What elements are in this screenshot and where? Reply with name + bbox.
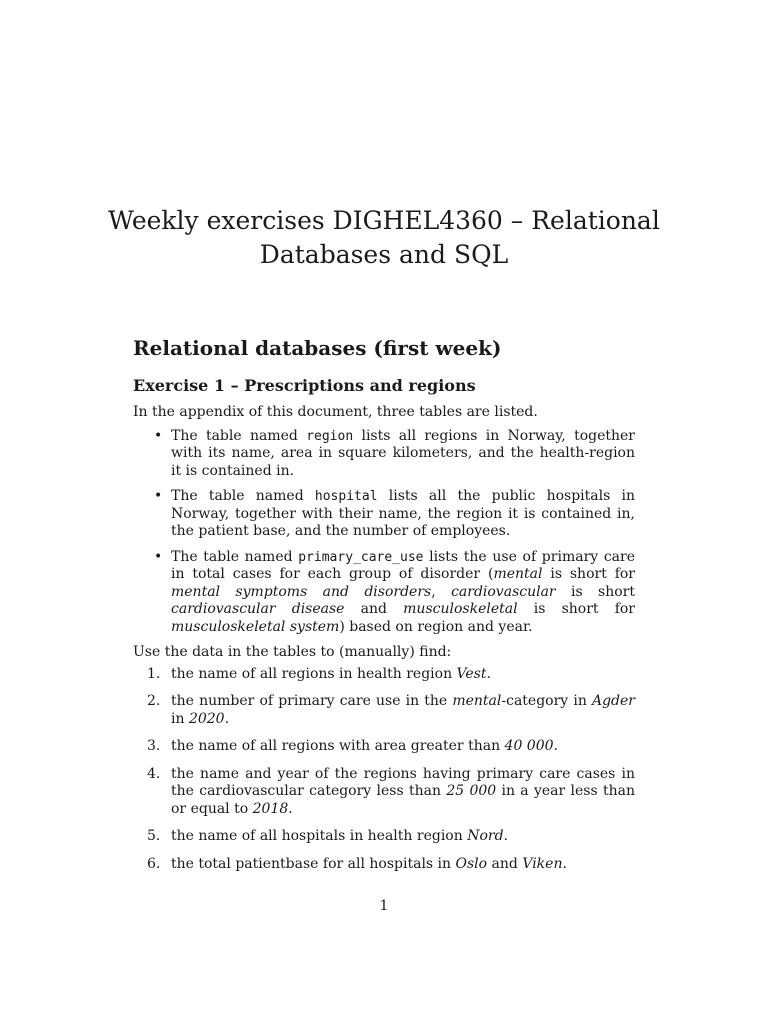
title-line-2: Databases and SQL	[259, 240, 509, 269]
bullet-icon: •	[154, 427, 163, 444]
table-name-primary-care-use: primary_care_use	[298, 549, 424, 565]
document-title	[100, 204, 668, 272]
task-number: 6.	[147, 855, 161, 872]
table-name-region: region	[306, 428, 354, 444]
task-list	[133, 666, 635, 874]
list-item: 3. the name of all regions with area greater than 40 000.	[147, 738, 558, 754]
table-description-list	[133, 428, 635, 637]
section-heading: Relational databases (first week)	[133, 336, 502, 360]
instruction-paragraph: Use the data in the tables to (manually) find:	[133, 644, 452, 660]
table-name-hospital: hospital	[314, 489, 378, 504]
list-item: • The table named region lists all regions in Norway, together with its name, area in square kilometers, and the health-region it is contained in.	[154, 427, 635, 479]
task-number: 2.	[147, 693, 161, 709]
list-item: 2. the number of primary care use in the mental-category in Agder in 2020.	[147, 693, 635, 727]
task-number: 1.	[147, 665, 161, 682]
list-item: • The table named primary_care_use lists the use of primary care in total cases for each group of disorder (mental is short for mental symptoms and disorders, cardiovascular is short cardiovascular disease and musculoskeletal is short for musculoskeletal system) based on region and year.	[154, 548, 636, 635]
bullet-icon: •	[154, 488, 163, 504]
task-number: 3.	[147, 738, 161, 754]
intro-paragraph: In the appendix of this document, three tables are listed.	[133, 404, 538, 420]
list-item: 5. the name of all hospitals in health region Nord.	[147, 828, 508, 844]
list-item: 6. the total patientbase for all hospitals in Oslo and Viken.	[147, 855, 567, 872]
bullet-icon: •	[154, 548, 163, 565]
task-number: 5.	[147, 828, 161, 844]
exercise-body	[133, 404, 635, 883]
list-item: 1. the name of all regions in health region Vest.	[147, 665, 491, 682]
exercise-heading: Exercise 1 – Prescriptions and regions	[133, 376, 476, 395]
page-number: 1	[379, 898, 389, 914]
list-item: • The table named hospital lists all the public hospitals in Norway, together with their name, the region it is contained in, the patient base, and the number of employees.	[154, 488, 635, 539]
task-number: 4.	[147, 765, 161, 782]
list-item: 4. the name and year of the regions having primary care cases in the cardiovascular category less than 25 000 in a year less than or equal to 2018.	[147, 765, 635, 817]
title-line-1: Weekly exercises DIGHEL4360 – Relational	[108, 206, 660, 235]
